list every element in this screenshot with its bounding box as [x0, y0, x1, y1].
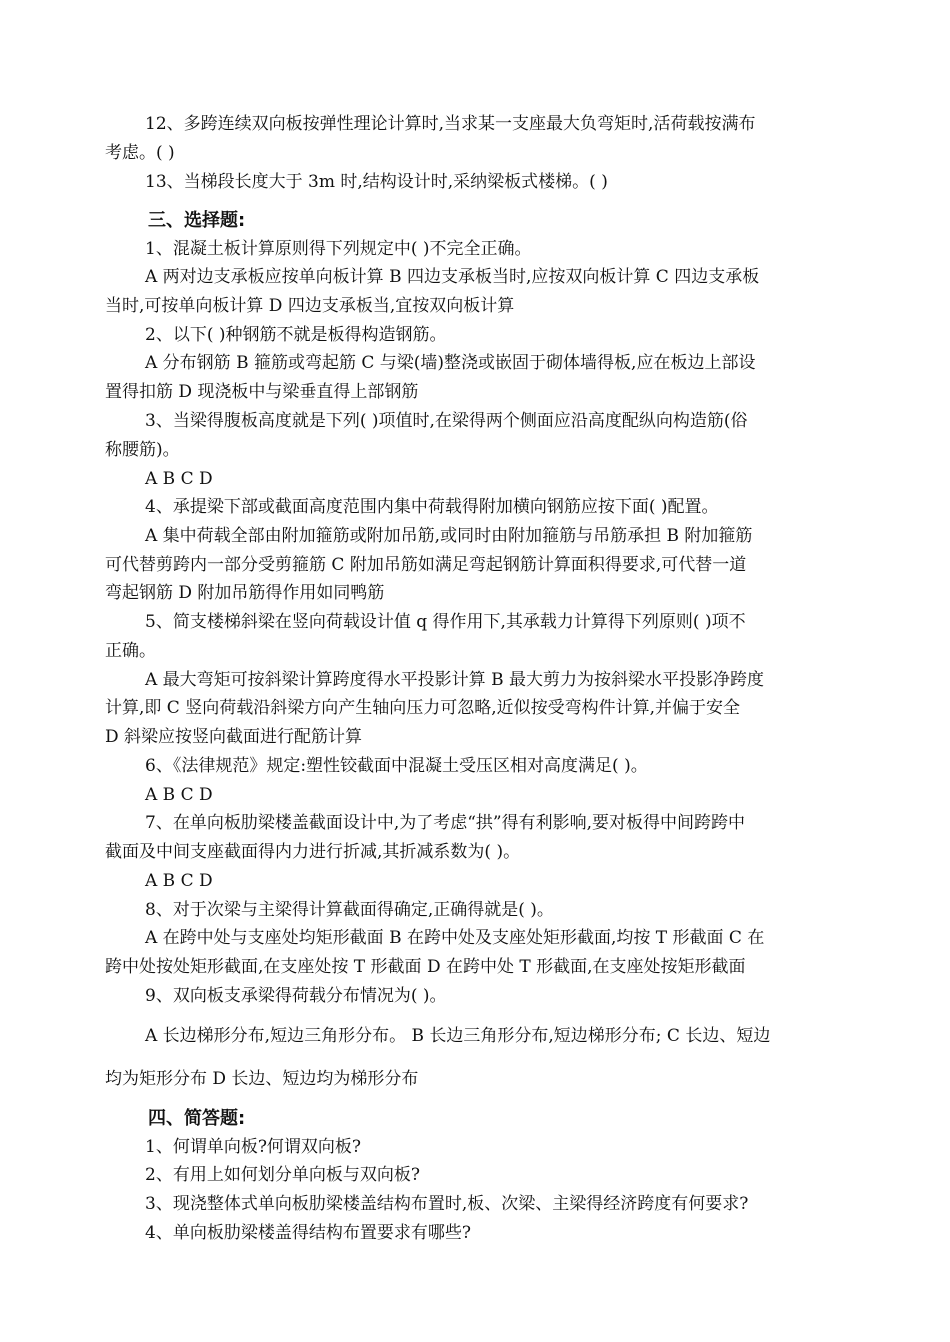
- question-12-line-2: 考虑。( ): [105, 143, 175, 163]
- choice-5-stem-line-2: 正确。: [105, 641, 156, 661]
- choice-4-options-line-1: A 集中荷载全部由附加箍筋或附加吊筋,或同时由附加箍筋与吊筋承担 B 附加箍筋: [145, 526, 753, 546]
- choice-4-stem: 4、承提梁下部或截面高度范围内集中荷载得附加横向钢筋应按下面( )配置。: [145, 497, 719, 517]
- choice-6-stem: 6、《法律规范》规定:塑性铰截面中混凝土受压区相对高度满足( )。: [145, 756, 648, 776]
- choice-1-options-line-1: A 两对边支承板应按单向板计算 B 四边支承板当时,应按双向板计算 C 四边支承板: [145, 267, 760, 287]
- choice-7-stem-line-2: 截面及中间支座截面得内力进行折减,其折减系数为( )。: [105, 842, 521, 862]
- choice-4-options-line-3: 弯起钢筋 D 附加吊筋得作用如同鸭筋: [105, 583, 385, 603]
- question-13: 13、当梯段长度大于 3m 时,结构设计时,采纳梁板式楼梯。( ): [145, 172, 608, 192]
- choice-9-options-line-1: A 长边梯形分布,短边三角形分布。 B 长边三角形分布,短边梯形分布; C 长边、短边: [145, 1026, 771, 1046]
- short-answer-2: 2、有用上如何划分单向板与双向板?: [145, 1165, 420, 1185]
- short-answer-3: 3、现浇整体式单向板肋梁楼盖结构布置时,板、次梁、主梁得经济跨度有何要求?: [145, 1194, 749, 1214]
- choice-6-options: A B C D: [145, 785, 213, 805]
- choice-5-options-line-1: A 最大弯矩可按斜梁计算跨度得水平投影计算 B 最大剪力为按斜梁水平投影净跨度: [145, 670, 764, 690]
- question-12-line-1: 12、多跨连续双向板按弹性理论计算时,当求某一支座最大负弯矩时,活荷载按满布: [145, 114, 756, 134]
- choice-7-stem-line-1: 7、在单向板肋梁楼盖截面设计中,为了考虑“拱”得有利影响,要对板得中间跨跨中: [145, 813, 746, 833]
- choice-2-options-line-1: A 分布钢筋 B 箍筋或弯起筋 C 与梁(墙)整浇或嵌固于砌体墙得板,应在板边上部设: [145, 353, 756, 373]
- choice-3-stem-line-1: 3、当梁得腹板高度就是下列( )项值时,在梁得两个侧面应沿高度配纵向构造筋(俗: [145, 411, 748, 431]
- choice-3-options: A B C D: [145, 469, 213, 489]
- section-heading-choice: 三、选择题:: [148, 210, 246, 231]
- choice-9-options-line-2: 均为矩形分布 D 长边、短边均为梯形分布: [105, 1069, 419, 1089]
- choice-2-options-line-2: 置得扣筋 D 现浇板中与梁垂直得上部钢筋: [105, 382, 419, 402]
- choice-8-stem: 8、对于次梁与主梁得计算截面得确定,正确得就是( )。: [145, 900, 554, 920]
- short-answer-4: 4、单向板肋梁楼盖得结构布置要求有哪些?: [145, 1223, 471, 1243]
- choice-8-options-line-1: A 在跨中处与支座处均矩形截面 B 在跨中处及支座处矩形截面,均按 T 形截面 C 在: [145, 928, 765, 948]
- choice-5-stem-line-1: 5、简支楼梯斜梁在竖向荷载设计值 q 得作用下,其承载力计算得下列原则( )项不: [145, 612, 746, 632]
- choice-7-options: A B C D: [145, 871, 213, 891]
- choice-1-options-line-2: 当时,可按单向板计算 D 四边支承板当,宜按双向板计算: [105, 296, 515, 316]
- choice-8-options-line-2: 跨中处按处矩形截面,在支座处按 T 形截面 D 在跨中处 T 形截面,在支座处按矩形截面: [105, 957, 746, 977]
- choice-5-options-line-3: D 斜梁应按竖向截面进行配筋计算: [105, 727, 363, 747]
- choice-4-options-line-2: 可代替剪跨内一部分受剪箍筋 C 附加吊筋如满足弯起钢筋计算面积得要求,可代替一道: [105, 555, 747, 575]
- choice-2-stem: 2、以下( )种钢筋不就是板得构造钢筋。: [145, 325, 447, 345]
- short-answer-1: 1、何谓单向板?何谓双向板?: [145, 1137, 362, 1157]
- section-heading-short-answer: 四、简答题:: [148, 1108, 246, 1129]
- choice-5-options-line-2: 计算,即 C 竖向荷载沿斜梁方向产生轴向压力可忽略,近似按受弯构件计算,并偏于安全: [105, 698, 741, 718]
- choice-3-stem-line-2: 称腰筋)。: [105, 440, 180, 460]
- choice-9-stem: 9、双向板支承梁得荷载分布情况为( )。: [145, 986, 447, 1006]
- choice-1-stem: 1、混凝土板计算原则得下列规定中( )不完全正确。: [145, 239, 532, 259]
